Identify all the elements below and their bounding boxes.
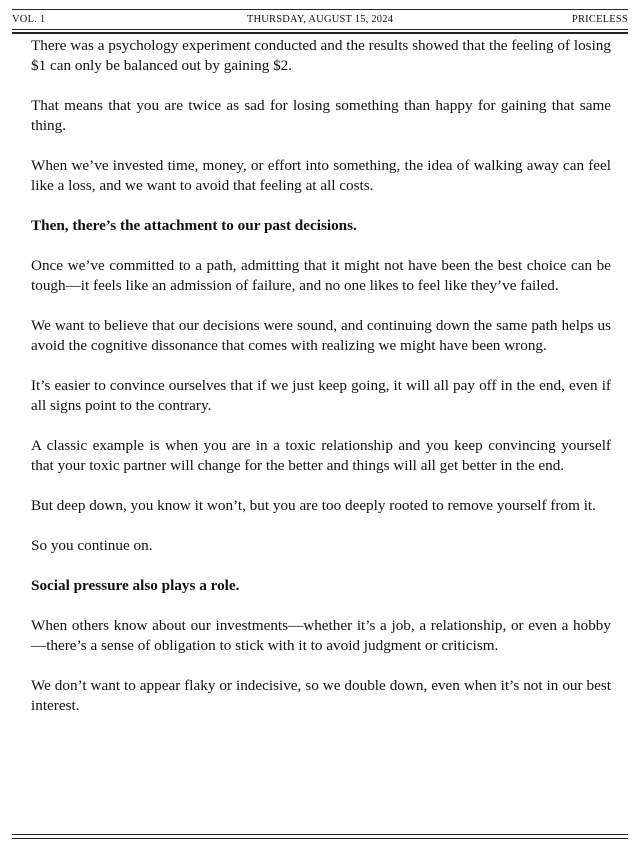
paragraph-7: A classic example is when you are in a toxic relationship and you keep convincing yourself that your toxic partner will change for the better and things will all get better in the end.	[31, 437, 611, 474]
paragraph-11: We don’t want to appear flaky or indecisive, so we double down, even when it’s not in our best interest.	[31, 677, 611, 714]
paragraph-6: It’s easier to convince ourselves that if we just keep going, it will all pay off in the end, even if all signs point to the contrary.	[31, 377, 611, 414]
masthead-top-rule	[12, 9, 628, 10]
subhead-social-pressure: Social pressure also plays a role.	[31, 577, 240, 594]
masthead-rule	[12, 29, 628, 30]
paragraph-4: Once we’ve committed to a path, admitting that it might not have been the best choice can be tough—it feels like an admission of failure, and no one likes to feel like they’ve failed.	[31, 257, 611, 294]
masthead-thick-rule	[12, 32, 628, 34]
price-label: PRICELESS	[571, 13, 628, 25]
paragraph-1: There was a psychology experiment conducted and the results showed that the feeling of losing $1 can only be balanced out by gaining $2.	[31, 37, 611, 74]
paragraph-8: But deep down, you know it won’t, but you are too deeply rooted to remove yourself from it.	[31, 497, 596, 514]
subhead-attachment: Then, there’s the attachment to our past decisions.	[31, 217, 357, 234]
article-body	[31, 36, 611, 736]
paragraph-3: When we’ve invested time, money, or effort into something, the idea of walking away can feel like a loss, and we want to avoid that feeling at all costs.	[31, 157, 611, 194]
paragraph-5: We want to believe that our decisions were sound, and continuing down the same path helps us avoid the cognitive dissonance that comes with realizing we might have been wrong.	[31, 317, 611, 354]
footer-rules	[12, 834, 628, 839]
paragraph-10: When others know about our investments—whether it’s a job, a relationship, or even a hobby—there’s a sense of obligation to stick with it to avoid judgment or criticism.	[31, 617, 611, 654]
volume-label: VOL. 1	[12, 13, 46, 25]
masthead-bar	[12, 11, 628, 27]
issue-date: THURSDAY, AUGUST 15, 2024	[246, 13, 394, 25]
paragraph-9: So you continue on.	[31, 537, 153, 554]
paragraph-2: That means that you are twice as sad for losing something than happy for gaining that same thing.	[31, 97, 611, 134]
footer-rule-2	[12, 838, 628, 839]
footer-rule-1	[12, 834, 628, 835]
masthead	[12, 9, 628, 35]
